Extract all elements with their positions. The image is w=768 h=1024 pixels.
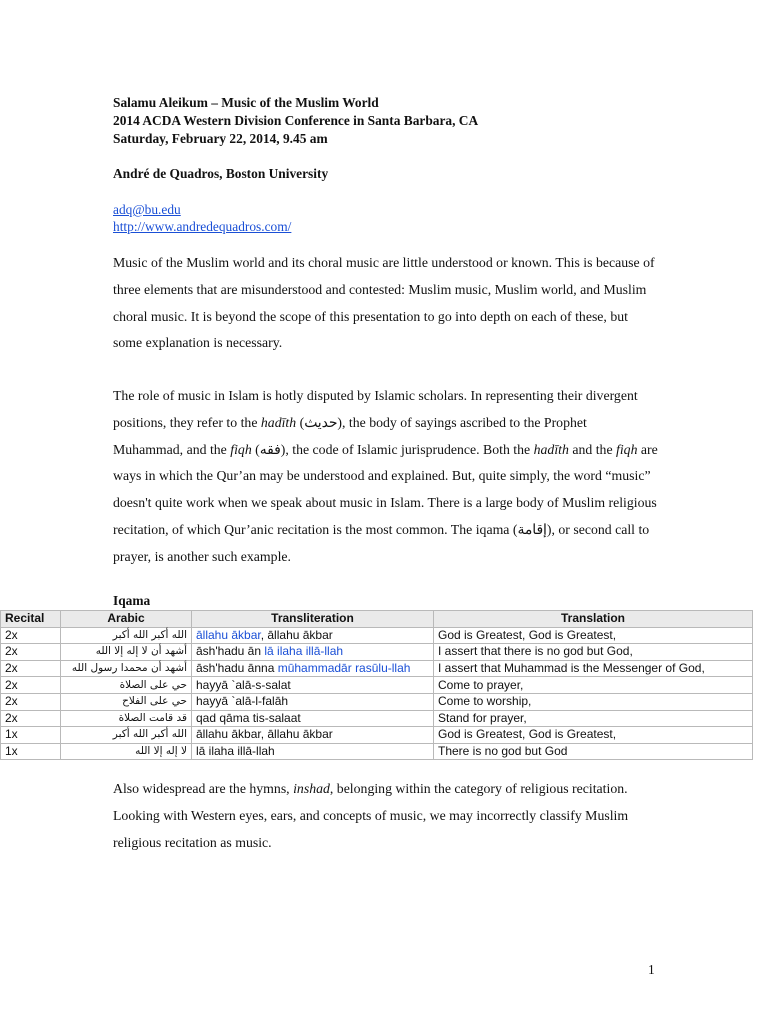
cell-recital: 2x — [1, 627, 61, 644]
translit-post: , āllahu ākbar — [260, 627, 333, 642]
cell-translation: I assert that Muhammad is the Messenger of God, — [434, 660, 753, 677]
header-conference: 2014 ACDA Western Division Conference in Santa Barbara, CA — [113, 113, 479, 128]
cell-recital: 1x — [1, 743, 61, 760]
cell-transliteration: hayyā `alā-s-salat — [192, 677, 434, 694]
cell-arabic: لا إله إلا الله — [61, 743, 192, 760]
translit-pre: āsh'hadu ānna — [196, 661, 278, 676]
table-row — [1, 627, 753, 644]
p2-text-5: are ways in which the Qur’an may be understood and explained. But, quite simply, the word “music” doesn't quite work when we speak about music in Islam. There is a large body of Muslim religious recitation, of which Qur’anic recitation is the most common. The iqama (إقامة), or second call to prayer, is another such example. — [113, 441, 658, 564]
term-hadith-2: hadīth — [533, 441, 569, 457]
iqama-table-body — [1, 627, 753, 760]
table-row — [1, 743, 753, 760]
cell-transliteration: qad qāma tis-salaat — [192, 710, 434, 727]
cell-arabic: أشهد أن محمدا رسول الله — [61, 660, 192, 677]
linked-term[interactable]: āllahu ākbar — [196, 627, 261, 642]
document-header — [113, 94, 673, 148]
p2-text-3: (فقه), the code of Islamic jurisprudence. Both the — [251, 441, 534, 457]
p2-text-2: (حديث), the body of sayings ascribed to the Prophet Muhammad, and the — [113, 414, 587, 457]
cell-recital: 2x — [1, 677, 61, 694]
cell-translation: Come to worship, — [434, 693, 753, 710]
term-hadith: hadīth — [260, 414, 297, 430]
paragraph-intro: Music of the Muslim world and its choral music are little understood or known. This is because of three elements that are misunderstood and contested: Muslim music, Muslim world, and Muslim choral music. It is beyond the scope of this presentation to go into depth on each of these, but some explanation is necessary. — [113, 255, 655, 351]
table-header-row — [1, 611, 753, 628]
linked-term[interactable]: mūhammadār rasūlu-llah — [277, 661, 411, 676]
cell-transliteration — [192, 627, 434, 644]
cell-translation: I assert that there is no god but God, — [434, 644, 753, 661]
header-title: Salamu Aleikum – Music of the Muslim World — [113, 95, 379, 110]
iqama-heading: Iqama — [113, 593, 151, 608]
website-link[interactable]: http://www.andredequadros.com/ — [113, 219, 292, 234]
header-translation: Translation — [434, 611, 753, 628]
header-arabic: Arabic — [61, 611, 192, 628]
p3-text-1: Also widespread are the hymns, — [113, 781, 294, 796]
cell-translation: Stand for prayer, — [434, 710, 753, 727]
cell-recital: 2x — [1, 693, 61, 710]
term-inshad: inshad — [293, 781, 330, 796]
translit-pre: āsh'hadu ān — [196, 644, 265, 659]
cell-recital: 2x — [1, 660, 61, 677]
cell-arabic: قد قامت الصلاة — [61, 710, 192, 727]
p2-text-1: The role of music in Islam is hotly disputed by Islamic scholars. In representing their divergent positions, they refer to the — [113, 388, 638, 430]
cell-recital: 1x — [1, 727, 61, 744]
cell-transliteration — [192, 660, 434, 677]
cell-transliteration: āllahu ākbar, āllahu ākbar — [192, 727, 434, 744]
page-number: 1 — [648, 962, 655, 977]
table-row — [1, 727, 753, 744]
table-row — [1, 660, 753, 677]
author-line: André de Quadros, Boston University — [113, 166, 329, 181]
cell-translation: God is Greatest, God is Greatest, — [434, 727, 753, 744]
cell-transliteration: hayyā `alā-l-falāh — [192, 693, 434, 710]
cell-arabic: الله أكبر الله أكبر — [61, 727, 192, 744]
p3-text-2: , belonging within the category of religious recitation. Looking with Western eyes, ears, and concepts of music, we may incorrectly classify Muslim religious recitation as music. — [113, 781, 629, 850]
cell-arabic: حي على الصلاة — [61, 677, 192, 694]
header-transliteration: Transliteration — [192, 611, 434, 628]
cell-transliteration: lā ilaha illā-llah — [192, 743, 434, 760]
paragraph-music-in-islam — [113, 383, 658, 571]
linked-term[interactable]: lā ilaha illā-llah — [264, 644, 344, 659]
cell-arabic: أشهد أن لا إله إلا الله — [61, 644, 192, 661]
p2-text-4: and the — [568, 441, 617, 457]
cell-translation: God is Greatest, God is Greatest, — [434, 627, 753, 644]
cell-translation: There is no god but God — [434, 743, 753, 760]
header-recital: Recital — [1, 611, 61, 628]
cell-recital: 2x — [1, 644, 61, 661]
table-row — [1, 644, 753, 661]
term-fiqh-2: fiqh — [616, 441, 638, 457]
term-fiqh: fiqh — [230, 441, 252, 457]
cell-translation: Come to prayer, — [434, 677, 753, 694]
cell-transliteration — [192, 644, 434, 661]
cell-recital: 2x — [1, 710, 61, 727]
iqama-table — [0, 610, 753, 760]
table-row — [1, 677, 753, 694]
header-date: Saturday, February 22, 2014, 9.45 am — [113, 131, 328, 146]
email-link[interactable]: adq@bu.edu — [113, 202, 181, 217]
table-row — [1, 710, 753, 727]
table-row — [1, 693, 753, 710]
contact-links — [113, 201, 291, 235]
cell-arabic: حي على الفلاح — [61, 693, 192, 710]
paragraph-inshad — [113, 776, 658, 856]
cell-arabic: الله أكبر الله أكبر — [61, 627, 192, 644]
